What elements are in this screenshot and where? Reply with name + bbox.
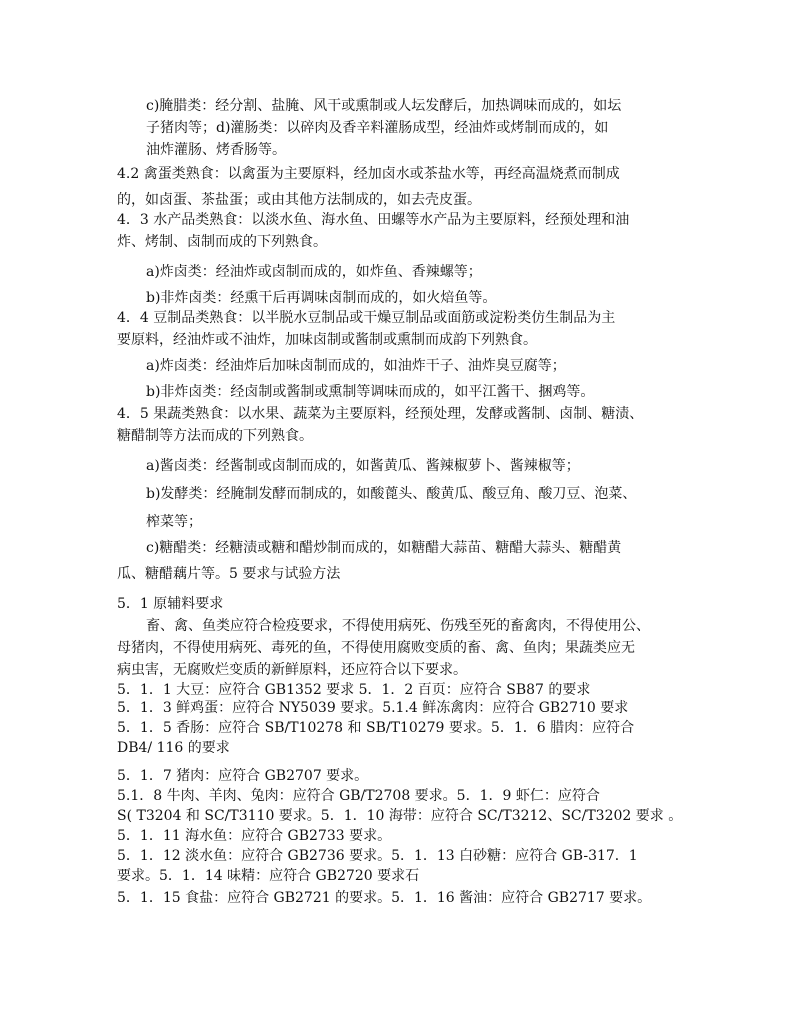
text-line: 5．1．3 鲜鸡蛋：应符合 NY5039 要求。5.1.4 鲜冻禽肉：应符合 GB2710 要求 bbox=[117, 700, 629, 716]
text-line: c)腌腊类：经分割、盐腌、风干或熏制或人坛发酵后，加热调味而成的，如坛 bbox=[146, 98, 622, 114]
text-line: 畜、禽、鱼类应符合检疫要求，不得使用病死、伤残至死的畜禽肉，不得使用公、 bbox=[146, 618, 650, 634]
text-line: 4．4 豆制品类熟食：以半脱水豆制品或干燥豆制品或面筋或淀粉类仿生制品为主 bbox=[117, 310, 616, 326]
text-line: DB4/ 116 的要求 bbox=[117, 740, 230, 756]
text-line: 5．1．5 香肠：应符合 SB/T10278 和 SB/T10279 要求。5．1．6 腊肉：应符合 bbox=[117, 720, 635, 736]
text-line: 4.2 禽蛋类熟食：以禽蛋为主要原料，经加卤水或茶盐水等，再经高温烧煮而制成 bbox=[117, 166, 620, 182]
text-line: 5．1．1 大豆：应符合 GB1352 要求 5．1．2 百页：应符合 SB87 的要求 bbox=[117, 682, 591, 698]
text-line: 病虫害，无腐败烂变质的新鲜原料，还应符合以下要求。 bbox=[117, 662, 467, 678]
text-line: 4．3 水产品类熟食：以淡水鱼、海水鱼、田螺等水产品为主要原料，经预处理和油 bbox=[117, 212, 630, 228]
text-line: a)炸卤类：经油炸或卤制而成的，如炸鱼、香辣螺等； bbox=[146, 264, 482, 280]
section-heading: 5．1 原辅料要求 bbox=[117, 596, 224, 612]
text-line: 5．1．12 淡水鱼：应符合 GB2736 要求。5．1．13 白砂糖：应符合 GB-317．1 bbox=[117, 848, 638, 864]
text-line: 5．1．15 食盐：应符合 GB2721 的要求。5．1．16 酱油：应符合 GB2717 要求。 bbox=[117, 890, 652, 906]
text-line: 5.1．8 牛肉、羊肉、兔肉：应符合 GB/T2708 要求。5．1．9 虾仁：应符合 bbox=[117, 788, 600, 804]
text-line: 子猪肉等；d)灌肠类：以碎肉及香辛料灌肠成型，经油炸或烤制而成的，如 bbox=[146, 120, 609, 136]
text-line: 炸、烤制、卤制而成的下列熟食。 bbox=[117, 234, 327, 250]
text-line: 5．1．11 海水鱼：应符合 GB2733 要求。 bbox=[117, 828, 392, 844]
text-line: 要原料，经油炸或不油炸，加味卤制或酱制或熏制而成韵下列熟食。 bbox=[117, 332, 537, 348]
text-line: a)酱卤类：经酱制或卤制而成的，如酱黄瓜、酱辣椒萝卜、酱辣椒等； bbox=[146, 458, 580, 474]
text-line: S( T3204 和 SC/T3110 要求。5．1．10 海带：应符合 SC/T3212、SC/T3202 要求 。 bbox=[117, 808, 683, 824]
text-line: 的，如卤蛋、茶盐蛋；或由其他方法制成的，如去壳皮蛋。 bbox=[117, 192, 481, 208]
text-line: 榨菜等； bbox=[146, 514, 202, 530]
text-line: 母猪肉，不得使用病死、毒死的鱼，不得使用腐败变质的畜、禽、鱼肉；果蔬类应无 bbox=[117, 640, 635, 656]
text-line: 4．5 果蔬类熟食：以水果、蔬菜为主要原料，经预处理，发酵或酱制、卤制、糖渍、 bbox=[117, 406, 644, 422]
text-line: c)糖醋类：经糖渍或糖和醋炒制而成的，如糖醋大蒜苗、糖醋大蒜头、糖醋黄 bbox=[146, 540, 622, 556]
text-line: 瓜、糖醋藕片等。5 要求与试验方法 bbox=[117, 566, 341, 582]
text-line: 要求。5．1．14 味精：应符合 GB2720 要求石 bbox=[117, 868, 420, 884]
text-line: 糖醋制等方法而成的下列熟食。 bbox=[117, 428, 313, 444]
text-line: a)炸卤类：经油炸后加味卤制而成的，如油炸干子、油炸臭豆腐等； bbox=[146, 358, 566, 374]
text-line: b)非炸卤类：经熏干后再调味卤制而成的，如火焙鱼等。 bbox=[146, 290, 497, 306]
text-line: 油炸灌肠、烤香肠等。 bbox=[146, 142, 286, 158]
text-line: b)发酵类：经腌制发酵而制成的，如酸蓖头、酸黄瓜、酸豆角、酸刀豆、泡菜、 bbox=[146, 486, 637, 502]
text-line: 5．1．7 猪肉：应符合 GB2707 要求。 bbox=[117, 768, 369, 784]
text-line: b)非炸卤类：经卤制或酱制或熏制等调味而成的，如平江酱干、捆鸡等。 bbox=[146, 384, 595, 400]
